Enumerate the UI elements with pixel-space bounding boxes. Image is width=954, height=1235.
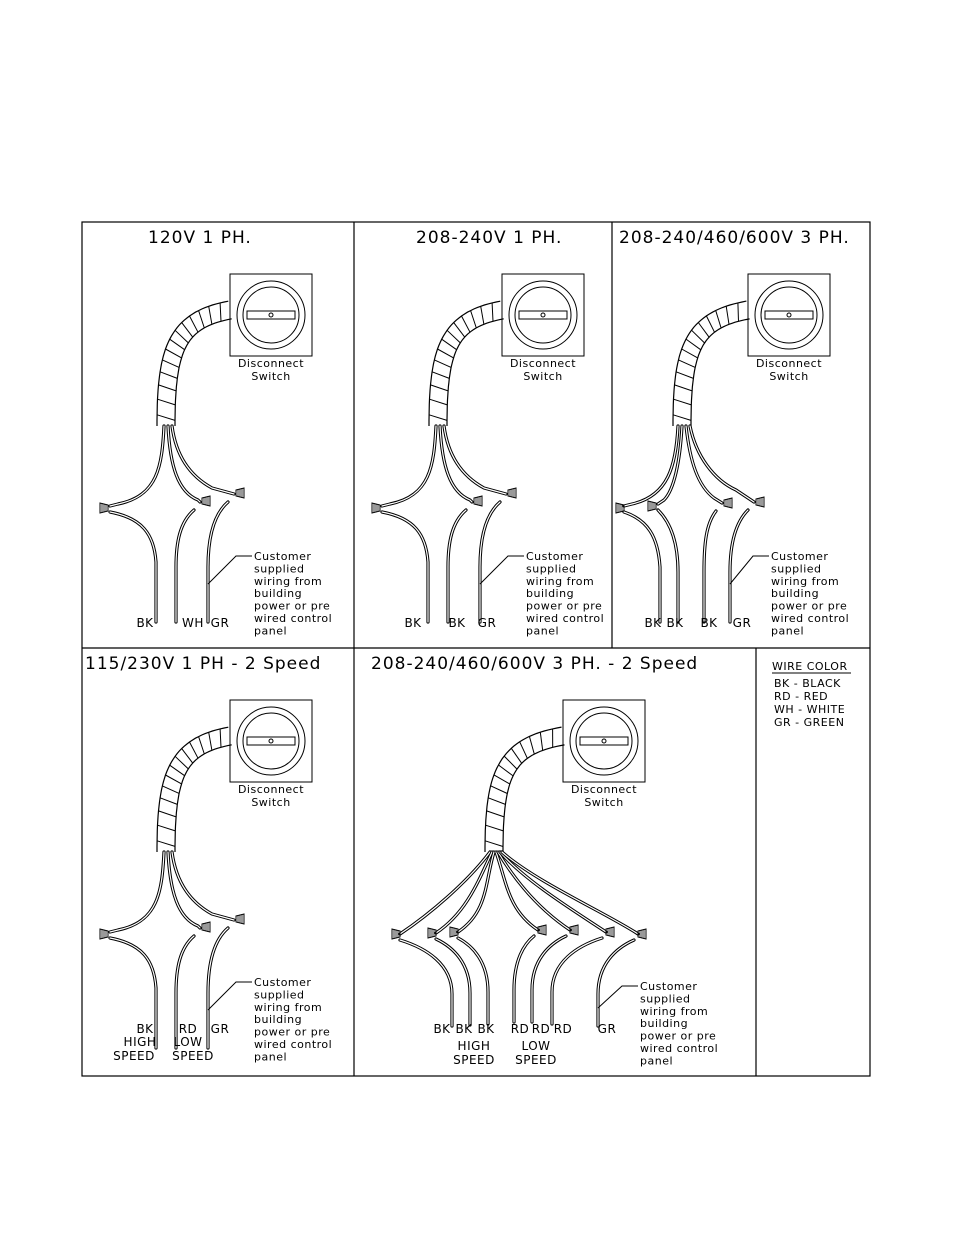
wire-outline: [704, 511, 716, 622]
switch-dial-inner: [243, 287, 299, 343]
wire-core: [110, 512, 156, 622]
conduit-rib: [454, 323, 465, 338]
conduit-rib: [182, 323, 193, 338]
note-line: wiring from: [640, 1004, 709, 1018]
wire-label-gr: GR: [210, 1022, 230, 1036]
wire-nut-icon: [616, 503, 624, 513]
wire-label-bk: BK: [136, 1022, 154, 1036]
wire-label-gr: GR: [732, 616, 752, 630]
wire: [480, 502, 500, 622]
disconnect-switch: [230, 700, 312, 809]
conduit-rib: [160, 372, 177, 379]
switch-box: [563, 700, 645, 782]
switch-label: Disconnect: [570, 783, 638, 796]
switch-handle: [247, 311, 295, 319]
wire-nut-icon: [100, 503, 108, 513]
wire: [458, 852, 494, 932]
conduit-rib: [190, 316, 199, 332]
conduit-rib: [162, 786, 179, 794]
conduit-rib: [675, 385, 693, 391]
conduit-rib: [182, 749, 193, 764]
wire-outline: [400, 852, 490, 934]
conduit-edge: [485, 727, 562, 852]
conduit-edge: [447, 319, 504, 426]
conduit-rib: [430, 399, 448, 405]
customer-wiring-note: [208, 976, 332, 1063]
wire-outline: [480, 502, 500, 622]
conduit-edge: [691, 319, 750, 426]
switch-box: [230, 274, 312, 356]
note-line: wired control: [254, 612, 333, 625]
conduit-rib: [170, 339, 185, 350]
conduit-rib: [166, 775, 182, 784]
wire-nut-icon: [202, 496, 210, 506]
wire-label-gr: GR: [210, 616, 230, 630]
wire: [382, 512, 428, 622]
conduit-rib: [160, 798, 177, 805]
switch-box: [748, 274, 830, 356]
wire-outline: [382, 512, 428, 622]
note-leader: [208, 982, 252, 1010]
conduit-rib: [170, 765, 185, 776]
switch-dial-inner: [243, 713, 299, 769]
conduit-rib: [738, 303, 739, 321]
conduit-rib: [706, 316, 714, 332]
conduit-rib: [209, 732, 212, 750]
conduit-rib: [442, 339, 457, 350]
wire-core: [382, 426, 436, 506]
wire-core: [704, 511, 716, 622]
conduit-rib: [486, 825, 504, 831]
conduit-rib: [220, 729, 221, 747]
note-line: power or pre: [640, 1029, 717, 1043]
conduit-rib: [190, 742, 199, 758]
note-line: building: [526, 587, 575, 601]
conduit-rib: [499, 765, 514, 776]
wire: [502, 852, 638, 934]
conduit-rib: [175, 756, 188, 769]
wire-label-bk: BK: [455, 1022, 473, 1036]
wire: [598, 940, 634, 1026]
wire-nut-icon: [474, 496, 482, 506]
legend-item: GR - GREEN: [774, 716, 845, 729]
wire: [704, 511, 716, 622]
wire-outline: [400, 940, 452, 1026]
disconnect-switch: [563, 700, 645, 809]
wire-nut-icon: [236, 488, 244, 498]
conduit-rib: [159, 811, 177, 817]
note-line: Customer: [254, 976, 312, 989]
note-line: supplied: [771, 562, 822, 576]
panel-3ph: [616, 274, 849, 637]
note-line: wired control: [254, 1038, 333, 1051]
switch-pivot: [269, 739, 273, 743]
switch-label: Switch: [523, 370, 563, 383]
wire-outline: [208, 502, 228, 622]
note-line: supplied: [640, 992, 691, 1006]
note-line: power or pre: [254, 1025, 331, 1039]
wire: [400, 940, 452, 1026]
wire-nut-icon: [508, 488, 516, 498]
switch-pivot: [787, 313, 791, 317]
note-leader: [208, 556, 252, 584]
conduit-rib: [682, 349, 698, 358]
note-line: wired control: [526, 612, 605, 625]
note-line: building: [771, 587, 820, 601]
wire-core: [382, 512, 428, 622]
switch-handle: [519, 311, 567, 319]
switch-pivot: [269, 313, 273, 317]
note-line: power or pre: [526, 599, 603, 613]
wire-outline: [458, 852, 494, 932]
switch-label: Disconnect: [237, 357, 305, 370]
switch-label: Switch: [251, 796, 291, 809]
legend-item: RD - RED: [774, 690, 829, 703]
note-line: building: [640, 1017, 689, 1031]
conduit-edge: [175, 745, 232, 852]
wire-core: [110, 426, 164, 506]
wire-label-wh: WH: [182, 616, 204, 630]
wire-outline: [690, 426, 754, 502]
wire: [458, 938, 488, 1024]
customer-wiring-note: [477, 550, 605, 638]
wire-nut-icon: [372, 503, 380, 513]
speed-label-high: HIGH: [123, 1035, 157, 1049]
flex-conduit: [673, 301, 750, 426]
switch-box: [502, 274, 584, 356]
wire-core: [208, 502, 228, 622]
wire-nut-icon: [100, 929, 108, 939]
wire: [624, 512, 660, 622]
note-leader: [598, 986, 638, 1008]
switch-dial-inner: [761, 287, 817, 343]
wire: [382, 426, 436, 506]
speed-label-low: LOW: [173, 1035, 203, 1049]
wire: [110, 512, 156, 622]
conduit-rib: [158, 399, 176, 405]
speed-label-low: SPEED: [515, 1053, 557, 1067]
wire-outline: [458, 938, 488, 1024]
wire-label-rd: RD: [510, 1022, 530, 1036]
wire: [110, 426, 164, 506]
speed-label-high: SPEED: [113, 1049, 155, 1063]
wire-label-gr: GR: [477, 616, 497, 630]
wire-core: [502, 852, 638, 934]
note-line: panel: [254, 1050, 288, 1064]
conduit-rib: [698, 323, 709, 338]
wire-core: [480, 502, 500, 622]
speed-label-high: HIGH: [457, 1039, 491, 1053]
flex-conduit: [157, 727, 232, 852]
disconnect-switch: [502, 274, 584, 383]
panel-grid: [82, 222, 870, 1076]
wire-label-bk: BK: [448, 616, 466, 630]
note-line: panel: [640, 1054, 674, 1068]
wire-label-rd: RD: [531, 1022, 551, 1036]
flex-conduit: [429, 301, 504, 426]
wire: [208, 502, 228, 622]
note-line: Customer: [640, 980, 698, 993]
wire: [176, 510, 194, 622]
conduit-rib: [159, 385, 177, 391]
wire: [448, 510, 466, 622]
switch-handle: [580, 737, 628, 745]
switch-label: Disconnect: [509, 357, 577, 370]
switch-label: Switch: [584, 796, 624, 809]
switch-pivot: [602, 739, 606, 743]
panel-title: 115/230V 1 PH - 2 Speed: [85, 654, 322, 674]
conduit-rib: [673, 415, 691, 421]
note-line: panel: [254, 624, 288, 638]
wire-nut-icon: [236, 914, 244, 924]
wire-label-rd: RD: [178, 1022, 198, 1036]
wire: [690, 426, 754, 502]
conduit-rib: [674, 399, 692, 405]
conduit-rib: [488, 798, 505, 805]
conduit-rib: [429, 415, 447, 421]
wire: [110, 852, 164, 932]
conduit-rib: [434, 360, 451, 368]
switch-handle: [247, 737, 295, 745]
wire-core: [176, 510, 194, 622]
conduit-edge: [157, 301, 228, 426]
conduit-rib: [462, 316, 471, 332]
wire-nut-icon: [756, 497, 764, 507]
conduit-rib: [529, 736, 534, 754]
wire-label-bk: BK: [477, 1022, 495, 1036]
wire-label-bk: BK: [700, 616, 718, 630]
switch-pivot: [541, 313, 545, 317]
legend-title: WIRE COLOR: [772, 660, 848, 673]
conduit-rib: [162, 360, 179, 368]
note-line: Customer: [254, 550, 312, 563]
flex-conduit: [485, 727, 565, 852]
conduit-rib: [492, 303, 493, 321]
wire-outline: [382, 426, 436, 506]
note-line: wiring from: [771, 574, 840, 588]
note-leader: [730, 556, 769, 584]
wire-core: [110, 852, 164, 932]
panel-208-240v-1ph: [372, 274, 604, 637]
note-line: building: [254, 587, 303, 601]
wire-outline: [624, 512, 660, 622]
conduit-edge: [429, 301, 500, 426]
conduit-rib: [679, 360, 696, 368]
wire-outline: [448, 510, 466, 622]
wire-outline: [552, 938, 602, 1024]
wire-label-gr: GR: [597, 1022, 617, 1036]
wire: [532, 936, 566, 1022]
conduit-rib: [431, 385, 449, 391]
conduit-edge: [673, 301, 746, 426]
conduit-rib: [686, 339, 701, 350]
wire-outline: [176, 510, 194, 622]
legend-item: WH - WHITE: [774, 703, 846, 716]
wire-core: [448, 510, 466, 622]
conduit-rib: [491, 786, 508, 794]
note-line: Customer: [526, 550, 584, 563]
note-line: wiring from: [526, 574, 595, 588]
wire-core: [690, 426, 754, 502]
conduit-rib: [447, 330, 460, 343]
note-line: supplied: [254, 988, 305, 1002]
conduit-rib: [471, 311, 477, 328]
disconnect-switch: [748, 274, 830, 383]
conduit-rib: [726, 306, 729, 324]
conduit-rib: [166, 349, 182, 358]
note-line: power or pre: [771, 599, 848, 613]
conduit-rib: [676, 372, 693, 379]
legend-item: BK - BLACK: [774, 677, 841, 690]
wire-label-bk: BK: [644, 616, 662, 630]
conduit-rib: [487, 811, 505, 817]
conduit-rib: [540, 732, 542, 750]
note-line: panel: [771, 624, 805, 638]
switch-box: [230, 700, 312, 782]
wire-label-bk: BK: [433, 1022, 451, 1036]
conduit-rib: [199, 311, 205, 328]
conduit-rib: [494, 775, 510, 784]
panel-title: 208-240/460/600V 3 PH.: [619, 228, 850, 248]
wire-core: [400, 852, 490, 934]
conduit-rib: [199, 737, 205, 754]
switch-label: Switch: [251, 370, 291, 383]
note-line: supplied: [254, 562, 305, 576]
panel-1ph-2speed: [100, 700, 332, 1063]
wire-nut-icon: [724, 498, 732, 508]
wire-outline: [598, 940, 634, 1026]
conduit-rib: [432, 372, 449, 379]
conduit-rib: [220, 303, 221, 321]
switch-handle: [765, 311, 813, 319]
wire-nut-icon: [202, 922, 210, 932]
panel-title: 120V 1 PH.: [148, 228, 252, 248]
wire-color-legend: [772, 660, 851, 729]
conduit-rib: [511, 748, 521, 763]
note-leader: [480, 556, 524, 584]
note-line: supplied: [526, 562, 577, 576]
conduit-rib: [716, 311, 721, 329]
note-line: wiring from: [254, 574, 323, 588]
note-line: building: [254, 1013, 303, 1027]
conduit-rib: [157, 415, 175, 421]
conduit-rib: [175, 330, 188, 343]
wire-outline: [110, 512, 156, 622]
note-line: wired control: [771, 612, 850, 625]
note-line: panel: [526, 624, 560, 638]
switch-dial-inner: [515, 287, 571, 343]
note-line: wiring from: [254, 1000, 323, 1014]
conduit-rib: [485, 841, 503, 847]
switch-label: Disconnect: [755, 357, 823, 370]
wire-outline: [110, 426, 164, 506]
note-line: wired control: [640, 1042, 719, 1055]
note-line: Customer: [771, 550, 829, 563]
conduit-rib: [520, 742, 528, 759]
switch-dial-inner: [576, 713, 632, 769]
wire-nut-icon: [648, 501, 656, 511]
wire-label-bk: BK: [666, 616, 684, 630]
speed-label-low: SPEED: [172, 1049, 214, 1063]
wire-outline: [532, 936, 566, 1022]
note-line: power or pre: [254, 599, 331, 613]
switch-label: Disconnect: [237, 783, 305, 796]
disconnect-switch: [230, 274, 312, 383]
speed-label-low: LOW: [521, 1039, 551, 1053]
wire: [552, 938, 602, 1024]
panel-title: 208-240V 1 PH.: [416, 228, 563, 248]
switch-label: Switch: [769, 370, 809, 383]
conduit-rib: [692, 330, 705, 343]
speed-label-high: SPEED: [453, 1053, 495, 1067]
conduit-rib: [481, 306, 484, 324]
conduit-rib: [209, 306, 212, 324]
conduit-rib: [438, 349, 454, 358]
conduit-rib: [158, 825, 176, 831]
conduit-edge: [175, 319, 232, 426]
conduit-edge: [157, 727, 228, 852]
panel-3ph-2speed: [392, 700, 718, 1067]
conduit-rib: [157, 841, 175, 847]
wire: [400, 852, 490, 934]
wire-label-rd: RD: [553, 1022, 573, 1036]
panel-120v-1ph: [100, 274, 332, 637]
wire-core: [458, 852, 494, 932]
wire-label-bk: BK: [404, 616, 422, 630]
panel-title: 208-240/460/600V 3 PH. - 2 Speed: [371, 654, 699, 674]
wire-core: [624, 512, 660, 622]
conduit-edge: [503, 745, 565, 852]
conduit-rib: [504, 756, 517, 769]
flex-conduit: [157, 301, 232, 426]
wire-label-bk: BK: [136, 616, 154, 630]
wire-outline: [110, 852, 164, 932]
